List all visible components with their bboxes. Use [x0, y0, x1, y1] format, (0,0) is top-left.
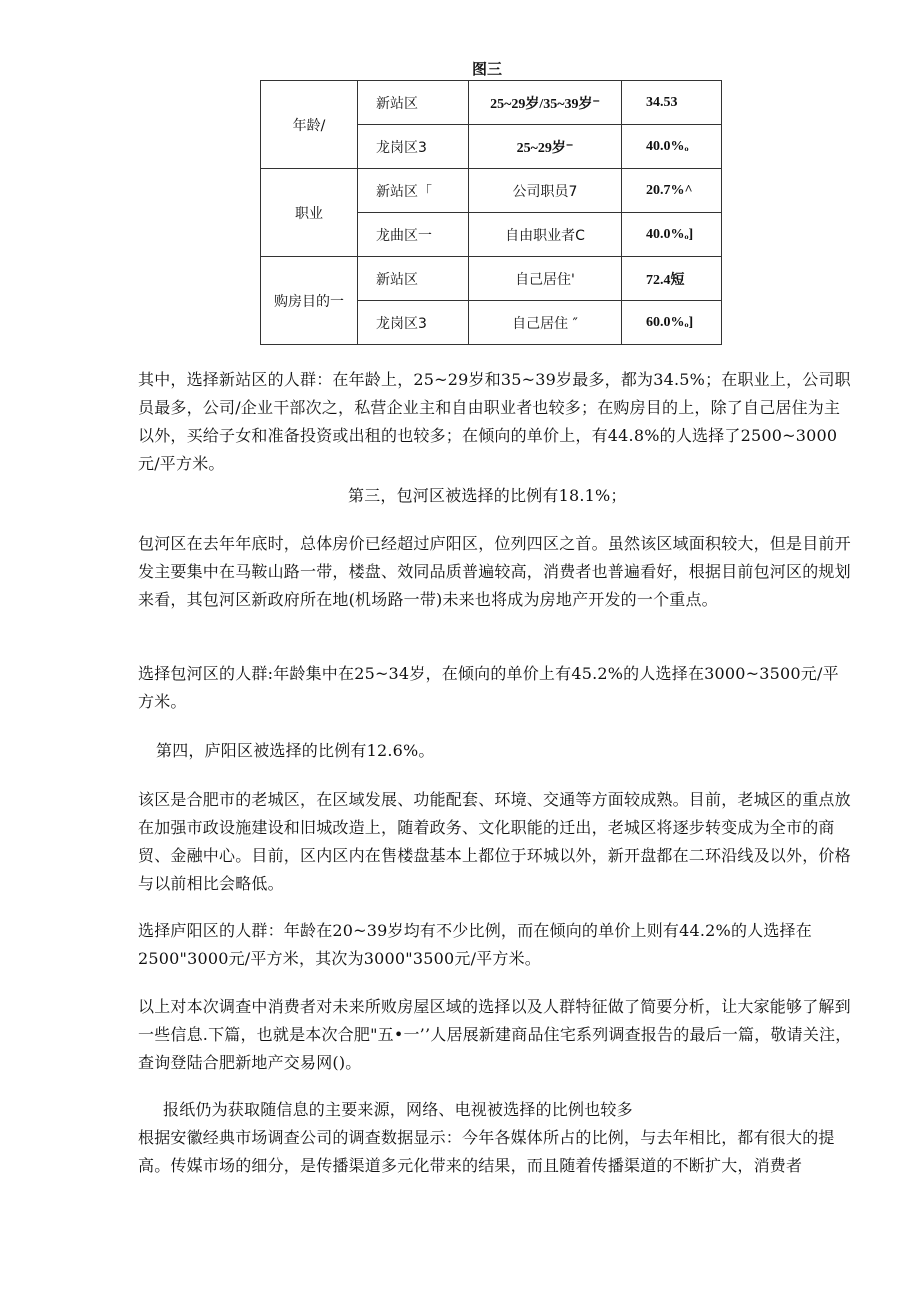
figure-caption: 图三 [472, 60, 503, 78]
survey-table [260, 80, 722, 345]
percent-cell: 72.4短 [622, 257, 722, 301]
district-cell: 龙岗区3 [358, 125, 469, 169]
value-cell: 自由职业者C [469, 213, 622, 257]
paragraph-heading-luyang: 第四，庐阳区被选择的比例有12.6%。 [156, 741, 435, 760]
paragraph-media-body: 根据安徽经典市场调查公司的调查数据显示：今年各媒体所占的比例，与去年相比，都有很大的提高。传媒市场的细分，是传播渠道多元化带来的结果，而且随着传播渠道的不断扩大，消费者 [138, 1128, 835, 1175]
group-occupation: 职业 [261, 169, 358, 257]
table-row [261, 257, 722, 301]
value-cell: 25~29岁⁻ [469, 125, 622, 169]
percent-cell: 20.7%^ [622, 169, 722, 213]
percent-cell: 40.0%ₒ] [622, 213, 722, 257]
percent-cell: 34.53 [622, 81, 722, 125]
paragraph-summary: 以上对本次调查中消费者对未来所败房屋区域的选择以及人群特征做了简要分析，让大家能够了解到一些信息.下篇，也就是本次合肥"五•一’’人居展新建商品住宅系列调查报告的最后一篇，敬请关注，查询登陆合肥新地产交易网()。 [138, 997, 852, 1072]
table-row [261, 169, 722, 213]
district-cell: 新站区「 [358, 169, 469, 213]
value-cell: 公司职员7 [469, 169, 622, 213]
paragraph-luyang-overview: 该区是合肥市的老城区，在区域发展、功能配套、环境、交通等方面较成熟。目前，老城区的重点放在加强市政设施建设和旧城改造上，随着政务、文化职能的迁出，老城区将逐步转变成为全市的商贸、金融中心。目前，区内区内在售楼盘基本上都位于环城以外，新开盘都在二环沿线及以外，价格与以前相比会略低。 [138, 790, 851, 893]
district-cell: 新站区 [358, 81, 469, 125]
percent-cell: 40.0%ₒ [622, 125, 722, 169]
paragraph-media-heading: 报纸仍为获取随信息的主要来源，网络、电视被选择的比例也较多 [163, 1100, 633, 1119]
value-cell: 25~29岁/35~39岁⁻ [469, 81, 622, 125]
district-cell: 龙岗区3 [358, 301, 469, 345]
group-age: 年龄/ [261, 81, 358, 169]
paragraph-xinzhan-crowd: 其中，选择新站区的人群：在年龄上，25~29岁和35~39岁最多，都为34.5%；在职业上，公司职员最多，公司/企业干部次之，私营企业主和自由职业者也较多；在购房目的上，除了自己居住为主以外，买给子女和准备投资或出租的也较多；在倾向的单价上，有44.8%的人选择了2500~3000元/平方米。 [138, 370, 851, 473]
paragraph-baohe-overview: 包河区在去年年底时，总体房价已经超过庐阳区，位列四区之首。虽然该区域面积较大，但是目前开发主要集中在马鞍山路一带，楼盘、效同品质普遍较高，消费者也普遍看好，根据目前包河区的规划来看，其包河区新政府所在地(机场路一带)未来也将成为房地产开发的一个重点。 [138, 534, 851, 609]
paragraph-luyang-crowd: 选择庐阳区的人群：年龄在20~39岁均有不少比例，而在倾向的单价上则有44.2%的人选择在2500"3000元/平方米，其次为3000"3500元/平方米。 [138, 921, 812, 968]
table-row [261, 81, 722, 125]
percent-cell: 60.0%ₒ] [622, 301, 722, 345]
district-cell: 新站区 [358, 257, 469, 301]
district-cell: 龙曲区一 [358, 213, 469, 257]
paragraph-heading-baohe: 第三，包河区被选择的比例有18.1%； [348, 486, 627, 505]
group-purpose: 购房目的一 [261, 257, 358, 345]
value-cell: 自己居住 ″ [469, 301, 622, 345]
paragraph-baohe-crowd: 选择包河区的人群:年龄集中在25~34岁，在倾向的单价上有45.2%的人选择在3000~3500元/平方米。 [138, 664, 839, 711]
value-cell: 自己居住' [469, 257, 622, 301]
